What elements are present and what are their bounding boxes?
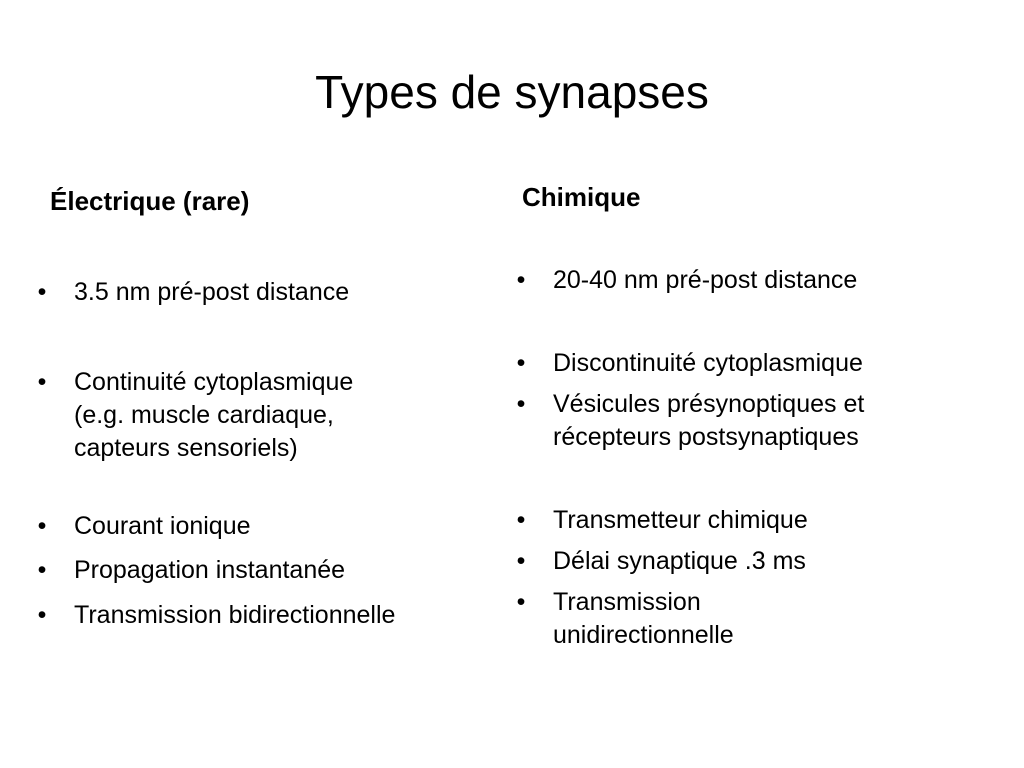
bullet-icon: • xyxy=(516,506,526,534)
list-item xyxy=(511,388,981,454)
list-item-text: unidirectionnelle xyxy=(553,621,734,649)
bullet-icon: • xyxy=(37,512,47,540)
chemical-synapse-heading: Chimique xyxy=(522,182,641,212)
list-item xyxy=(511,504,981,537)
list-item xyxy=(32,366,492,465)
list-item xyxy=(511,264,981,297)
list-item xyxy=(511,545,981,578)
bullet-icon: • xyxy=(516,266,526,294)
electrical-synapse-heading: Électrique (rare) xyxy=(50,186,250,216)
bullet-icon: • xyxy=(516,547,526,575)
list-item-text: Transmetteur chimique xyxy=(553,506,808,534)
bullet-icon: • xyxy=(37,278,47,306)
list-item-text: (e.g. muscle cardiaque, xyxy=(74,401,334,429)
bullet-icon: • xyxy=(516,588,526,616)
list-item-text: Délai synaptique .3 ms xyxy=(553,547,806,575)
bullet-icon: • xyxy=(516,349,526,377)
bullet-icon: • xyxy=(37,601,47,629)
list-item-text: Courant ionique xyxy=(74,512,251,540)
electrical-synapse-list xyxy=(32,276,492,632)
list-item-text: Transmission xyxy=(553,588,701,616)
chemical-synapse-list xyxy=(511,264,981,652)
bullet-icon: • xyxy=(37,556,47,584)
list-item xyxy=(32,510,492,543)
list-item xyxy=(32,276,492,309)
slide-title: Types de synapses xyxy=(315,66,709,118)
list-item-text: Continuité cytoplasmique xyxy=(74,368,354,396)
list-item-text: capteurs sensoriels) xyxy=(74,434,298,462)
list-item-text: Propagation instantanée xyxy=(74,556,346,584)
list-item-text: Transmission bidirectionnelle xyxy=(74,601,396,629)
list-item xyxy=(32,554,492,587)
bullet-icon: • xyxy=(37,368,47,396)
list-item xyxy=(511,347,981,380)
list-item-text: Discontinuité cytoplasmique xyxy=(553,349,863,377)
list-item-text: 20-40 nm pré-post distance xyxy=(553,266,858,294)
list-item xyxy=(511,586,981,652)
list-item xyxy=(32,599,492,632)
list-item-text: récepteurs postsynaptiques xyxy=(553,423,859,451)
list-item-text: Vésicules présynoptiques et xyxy=(553,390,865,418)
list-item-text: 3.5 nm pré-post distance xyxy=(74,278,350,306)
bullet-icon: • xyxy=(516,390,526,418)
